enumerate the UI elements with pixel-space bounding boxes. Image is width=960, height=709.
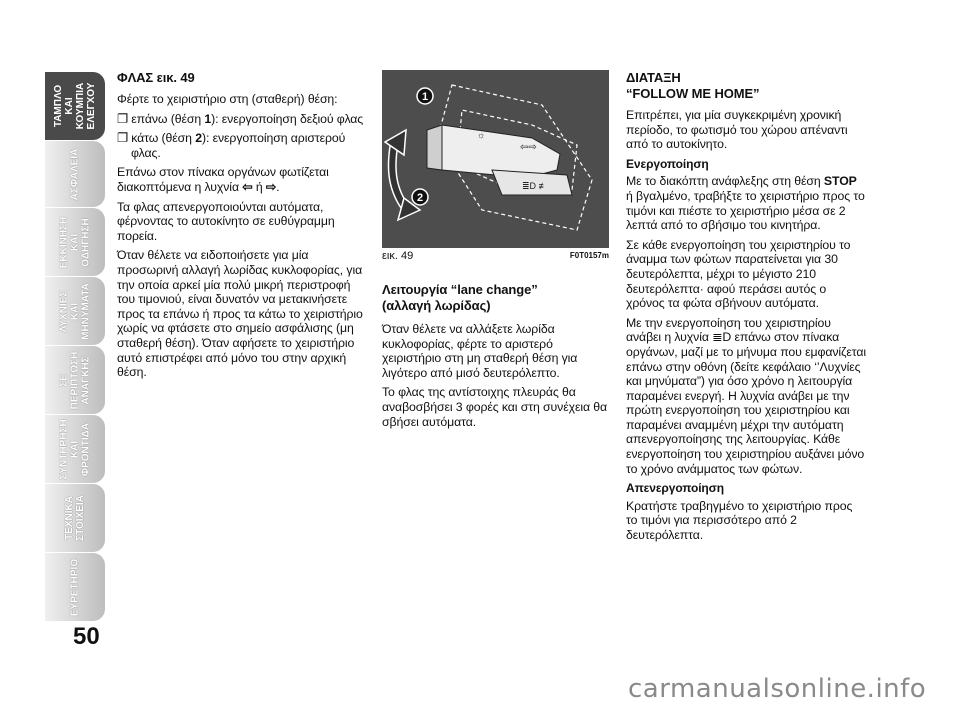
chapter-tab-warning-lights[interactable]	[45, 277, 105, 345]
duration-paragraph: Σε κάθε ενεργοποίηση του χειριστηρίου το άναμμα των φώτων παρατείνεται για 30 δευτερόλεπτα, μέχρι το μέγιστο 210 δευτερόλεπτα· αφού περάσει αυτός ο χρόνος τα φώτα σβήνουν αυτόματα.	[626, 237, 851, 311]
chapter-tab-label: ΣΥΝΤΗΡΗΣΗ ΚΑΙ ΦΡΟΝΤΙΔΑ	[58, 418, 92, 480]
figure-label: εικ. 49	[382, 250, 414, 262]
chapter-tab-label: ΕΥΡΕΤΗΡΙΟ	[69, 558, 81, 616]
subheading-deactivation: Απενεργοποίηση	[626, 481, 724, 496]
follow-me-description: Επιτρέπει, για μία συγκεκριμένη χρονική περίοδο, το φωτισμό του χώρου απέναντι από το αυτοκίνητο.	[626, 108, 848, 152]
page-number: 50	[73, 623, 100, 650]
bullet-up: ❐ επάνω (θέση 1): ενεργοποίηση δεξιού φλας	[117, 111, 364, 126]
position-number: 1	[204, 111, 212, 126]
marker-1: 1	[421, 91, 429, 103]
bullet-down: ❐ κάτω (θέση 2): ενεργοποίηση αριστερού φλας.	[117, 131, 346, 160]
right-arrow-icon: ⇨	[265, 179, 277, 194]
auto-off-paragraph: Τα φλας απενεργοποιούνται αυτόματα, φέρνοντας το αυτοκίνητο σε ευθύγραμμη πορεία.	[117, 199, 335, 243]
subheading-activation: Ενεργοποίηση	[626, 156, 709, 171]
chapter-tab-label: ΑΣΦΑΛΕΙΑ	[69, 148, 81, 200]
position-number: 2	[195, 131, 202, 146]
chapter-tab-emergency[interactable]	[45, 346, 105, 414]
chapter-tab-starting-driving[interactable]	[45, 208, 105, 276]
lane-change-result: Το φλας της αντίστοιχης πλευράς θα αναβοσβήσει 3 φορές και στη συνέχεια θα σβήσει αυτόματα.	[382, 385, 608, 429]
chapter-tab-label: ΤΑΜΠΛΟ ΚΑΙ ΚΟΥΜΠΙΑ ΕΛΕΓΧΟΥ	[53, 82, 97, 130]
bullet-icon: ❐	[117, 131, 132, 146]
watermark: carmanualsonline.info	[628, 674, 927, 704]
left-arrow-icon: ⇦	[242, 179, 253, 194]
section-heading-lane-change: Λειτουργία “lane change” (αλλαγή λωρίδας)	[382, 282, 538, 313]
intro-paragraph: Φέρτε το χειριστήριο στη (σταθερή) θέση:	[117, 92, 338, 106]
chapter-tab-label: ΣΕ ΠΕΡΙΠΤΩΣΗ ΑΝΑΓΚΗΣ	[58, 351, 92, 409]
middle-column	[382, 282, 610, 434]
lane-change-paragraph: Όταν θέλετε να ειδοποιήσετε για μία προσωρινή αλλαγή λωρίδας κυκλοφορίας, για την οποία αρκεί μία πολύ μικρή περιστροφή του τιμονιού, είναι δυνατόν να μετακινήσετε προς τα επάνω ή προς τα κάτω το χειριστήριο χωρίς να φτάσετε στο σημείο ασφάλισης (μη σταθερή θέση). Όταν αφήσετε το χειριστήριο αυτό επιστρέφει από μόνο του στην αρχική θέση.	[117, 248, 363, 380]
stalk-diagram	[382, 70, 609, 248]
section-heading-turn-signals: ΦΛΑΣ εικ. 49	[117, 70, 195, 85]
svg-text:≣D ≢: ≣D ≢	[522, 181, 548, 191]
stalk-illustration	[382, 70, 609, 248]
marker-2: 2	[416, 192, 424, 204]
chapter-tab-label: ΤΕΧΝΙΚΑ ΣΤΟΙΧΕΙΑ	[64, 495, 86, 541]
indicator-paragraph: Με την ενεργοποίηση του χειριστηρίου ανάβει η λυχνία ≣D επάνω στον πίνακα οργάνων, μαζί με το μήνυμα που εμφανίζεται επάνω στην οθόνη (δείτε κεφάλαιο ‘’Λυχνίες και μηνύματα”) για όσο χρόνο η λειτουργία παραμένει ενεργή. Η λυχνία ανάβει με την πρώτη ενεργοποίηση του χειριστηρίου και παραμένει αναμμένη μέχρι την αυτόματη απενεργοποίησης της λειτουργίας. Κάθε ενεργοποίηση του χειριστηρίου αυξάνει μόνο το χρόνο ανάμματος των φώτων.	[626, 315, 866, 476]
activation-paragraph: Με το διακόπτη ανάφλεξης στη θέση STOP ή βγαλμένο, τραβήξτε το χειριστήριο προς το τιμόνι και πιέστε το χειριστήριο μέσα σε 2 λεπτά από το σβήσιμο του κινητήρα.	[626, 174, 865, 233]
chapter-tab-label: ΕΚΚΙΝΗΣΗ ΚΑΙ ΟΔΗΓΗΣΗ	[58, 216, 92, 268]
chapter-sidebar	[0, 0, 108, 709]
bullet-icon: ❐	[117, 111, 132, 126]
svg-text:☼: ☼	[477, 130, 486, 140]
warning-light-paragraph: Επάνω στον πίνακα οργάνων φωτίζεται διακοπτόμενα η λυχνία ⇦ ή ⇨.	[117, 165, 329, 194]
chapter-tab-dashboard[interactable]	[45, 72, 105, 140]
chapter-tab-label: ΛΥΧΝΙΕΣ ΚΑΙ ΜΗΝΥΜΑΤΑ	[58, 282, 92, 340]
chapter-tab-safety[interactable]	[45, 141, 105, 207]
left-column	[117, 70, 367, 385]
deactivation-paragraph: Κρατήστε τραβηγμένο το χειριστήριο προς το τιμόνι για περισσότερο από 2 δευτερόλεπτα.	[626, 498, 853, 543]
svg-text:⇦⇨: ⇦⇨	[520, 142, 537, 153]
chapter-tab-maintenance[interactable]	[45, 415, 105, 483]
lane-change-usage: Όταν θέλετε να αλλάξετε λωρίδα κυκλοφορίας, φέρτε το αριστερό χειριστήριο στη μη σταθερή θέση για λιγότερο από μισό δευτερόλεπτο.	[382, 322, 578, 380]
headlamp-icon: ≣D	[712, 330, 732, 345]
figure-caption	[382, 250, 609, 262]
chapter-tab-technical-data[interactable]	[45, 484, 105, 552]
stop-keyword: STOP	[823, 174, 857, 189]
section-heading-follow-me-home: ΔΙΑΤΑΞΗ “FOLLOW ME HOME”	[626, 70, 760, 101]
figure-code: F0T0157m	[569, 251, 609, 260]
chapter-tab-index[interactable]	[45, 553, 105, 621]
right-column	[626, 70, 866, 548]
